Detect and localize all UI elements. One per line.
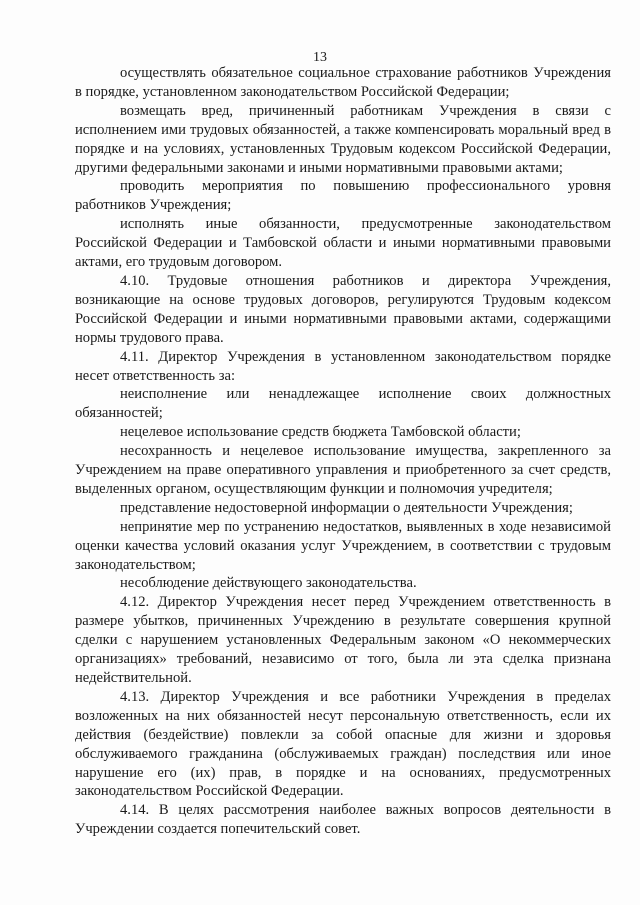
paragraph: представление недостоверной информации о деятельности Учреждения; (120, 499, 573, 516)
paragraph: исполнять иные обязанности, предусмотренные законодательством Российской Федерации и Тамбовской области и иными нормативными правовыми актами, его трудовым договором. (75, 216, 611, 271)
paragraph: проводить мероприятия по повышению профессионального уровня работников Учреждения; (75, 178, 611, 214)
paragraph: непринятие мер по устранению недостатков, выявленных в ходе независимой оценки качества условий оказания услуг Учреждением, в соответствии с трудовым законодательством; (75, 518, 611, 573)
document-body (75, 64, 611, 839)
paragraph: осуществлять обязательное социальное страхование работников Учреждения в порядке, установленном законодательством Российской Федерации; (75, 65, 611, 100)
paragraph: несохранность и нецелевое использование имущества, закрепленного за Учреждением на праве оперативного управления и приобретенного за счет средств, выделенных органом, осуществляющим функции и полномочия учредителя; (75, 443, 611, 497)
paragraph: неисполнение или ненадлежащее исполнение своих должностных обязанностей; (75, 386, 611, 422)
paragraph: нецелевое использование средств бюджета Тамбовской области; (120, 424, 521, 441)
clause-4-11: 4.11. Директор Учреждения в установленном законодательством порядке несет ответственность за: (75, 348, 611, 384)
clause-4-10: 4.10. Трудовые отношения работников и директора Учреждения, возникающие на основе трудовых договоров, регулируются Трудовым кодексом Российской Федерации и иными нормативными правовыми актами, содержащими нормы трудового права. (75, 272, 611, 346)
paragraph: несоблюдение действующего законодательства. (120, 575, 417, 592)
clause-4-13: 4.13. Директор Учреждения и все работники Учреждения в пределах возложенных на них обязанностей несут персональную ответственность, если их действия (бездействие) повлекли за собой опасные для жизни и здоровья обслуживаемого гражданина (обслуживаемых граждан) последствия или иное нарушение его (их) прав, в порядке и на основаниях, предусмотренных законодательством Российской Федерации. (75, 688, 611, 800)
clause-4-14: 4.14. В целях рассмотрения наиболее важных вопросов деятельности в Учреждении создается попечительский совет. (75, 802, 611, 838)
clause-4-12: 4.12. Директор Учреждения несет перед Учреждением ответственность в размере убытков, причиненных Учреждению в результате совершения крупной сделки с нарушением установленных Федеральным законом «О некоммерческих организациях» требований, независимо от того, была ли эта сделка признана недействительной. (75, 594, 611, 686)
page-number: 13 (313, 50, 327, 65)
paragraph: возмещать вред, причиненный работникам Учреждения в связи с исполнением ими трудовых обязанностей, а также компенсировать моральный вред в порядке и на условиях, установленных Трудовым кодексом Российской Федерации, другими федеральными законами и иными нормативными правовыми актами; (75, 102, 611, 176)
